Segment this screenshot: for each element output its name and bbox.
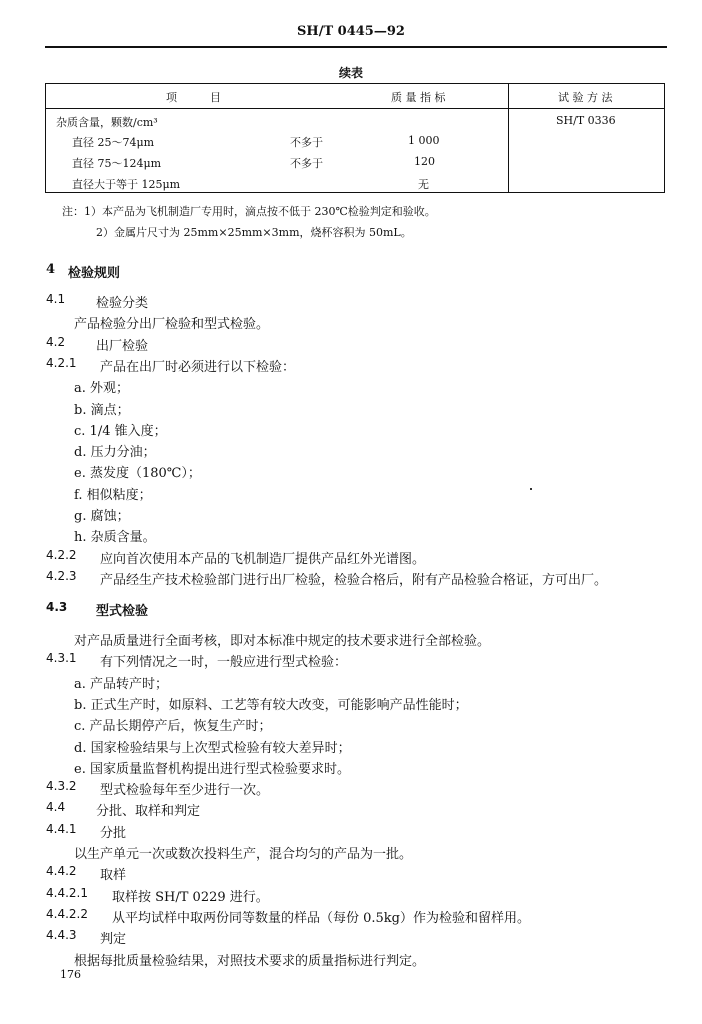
col-header-method: 试 验 方 法	[558, 91, 613, 104]
clause-number: 4.3.2	[46, 779, 77, 794]
body-line: a. 产品转产时；	[74, 676, 169, 692]
body-line: g. 腐蚀；	[74, 509, 130, 524]
clause-text: 产品在出厂时必须进行以下检验：	[100, 359, 296, 375]
table-cell-limit: 不多于	[290, 157, 323, 170]
clause-number: 4.2.2	[46, 547, 77, 562]
body-line: a. 外观；	[74, 381, 130, 397]
clause-number: 4.4.2.1	[46, 885, 88, 900]
body-line: b. 滴点；	[74, 402, 130, 418]
body-line: 对产品质量进行全面考核，即对本标准中规定的技术要求进行全部检验。	[74, 634, 491, 649]
clause-text: 分批、取样和判定	[96, 804, 201, 820]
clause-text: 产品经生产技术检验部门进行出厂检验，检验合格后，附有产品检验合格证，方可出厂。	[100, 572, 608, 588]
table-cell-item: 直径大于等于 125μm	[72, 178, 181, 191]
body-line: b. 正式生产时，如原料、工艺等有较大改变，可能影响产品性能时；	[74, 697, 468, 713]
table-cell-value: 120	[414, 155, 435, 168]
body-line: 根据每批质量检验结果，对照技术要求的质量指标进行判定。	[74, 953, 426, 969]
section-number: 4	[46, 262, 56, 277]
clause-number: 4.2.1	[46, 355, 77, 370]
clause-text: 型式检验每年至少进行一次。	[100, 783, 270, 799]
body-line: e. 国家质量监督机构提出进行型式检验要求时。	[74, 761, 350, 777]
table-caption: 续表	[338, 66, 363, 80]
clause-number: 4.1	[46, 292, 66, 306]
table-note-1: 注：1）本产品为飞机制造厂专用时，滴点按不低于 230℃检验判定和验收。	[62, 205, 436, 218]
table-cell-item: 杂质含量，颗数/cm³	[56, 116, 158, 129]
col-header-quality: 质 量 指 标	[391, 91, 446, 104]
clause-number: 4.2.3	[46, 568, 77, 583]
scan-speck	[530, 488, 532, 490]
clause-text: 有下列情况之一时，一般应进行型式检验：	[100, 655, 348, 671]
clause-text: 取样按 SH/T 0229 进行。	[112, 889, 269, 905]
header-rule	[45, 46, 667, 48]
clause-number: 4.4.2.2	[46, 906, 88, 921]
clause-text: 出厂检验	[96, 338, 149, 354]
clause-text: 判定	[100, 932, 127, 948]
body-line: c. 1/4 锥入度；	[74, 423, 167, 439]
clause-text: 从平均试样中取两份同等数量的样品（每份 0.5kg）作为检验和留样用。	[112, 910, 531, 926]
body-line: d. 压力分油；	[74, 445, 156, 461]
spec-table	[45, 83, 665, 193]
clause-number: 4.4	[46, 800, 66, 815]
clause-text: 取样	[100, 868, 127, 884]
standard-code-header: SH/T 0445—92	[297, 24, 405, 39]
clause-text: 应向首次使用本产品的飞机制造厂提供产品红外光谱图。	[100, 551, 426, 567]
table-cell-method: SH/T 0336	[556, 114, 616, 127]
section-heading: 检验规则	[68, 266, 121, 281]
body-line: 产品检验分出厂检验和型式检验。	[74, 317, 270, 333]
subsection-number: 4.3	[46, 600, 68, 614]
clause-text: 分批	[100, 825, 127, 841]
table-cell-value: 无	[418, 178, 429, 191]
body-line: h. 杂质含量。	[74, 530, 156, 546]
clause-number: 4.3.1	[46, 651, 77, 666]
clause-number: 4.4.1	[46, 821, 77, 836]
clause-text: 检验分类	[96, 296, 149, 311]
body-line: f. 相似粘度；	[74, 487, 152, 503]
subsection-heading: 型式检验	[96, 604, 149, 619]
col-header-item: 项 目	[166, 91, 221, 104]
body-line: d. 国家检验结果与上次型式检验有较大差异时；	[74, 740, 351, 756]
body-line: c. 产品长期停产后，恢复生产时；	[74, 719, 272, 735]
body-line: 以生产单元一次或数次投料生产，混合均匀的产品为一批。	[74, 847, 413, 862]
table-cell-limit: 不多于	[290, 136, 323, 149]
table-cell-item: 直径 75～124μm	[72, 157, 162, 170]
table-cell-value: 1 000	[408, 134, 440, 147]
clause-number: 4.4.2	[46, 864, 77, 879]
body-line: e. 蒸发度（180℃）；	[74, 466, 201, 482]
clause-number: 4.4.3	[46, 928, 77, 943]
table-column-divider	[508, 84, 509, 192]
page-number: 176	[60, 968, 81, 981]
clause-number: 4.2	[46, 334, 66, 349]
table-header-divider	[46, 108, 664, 109]
table-note-2: 2）金属片尺寸为 25mm×25mm×3mm，烧杯容积为 50mL。	[96, 226, 412, 239]
table-cell-item: 直径 25～74μm	[72, 136, 155, 149]
